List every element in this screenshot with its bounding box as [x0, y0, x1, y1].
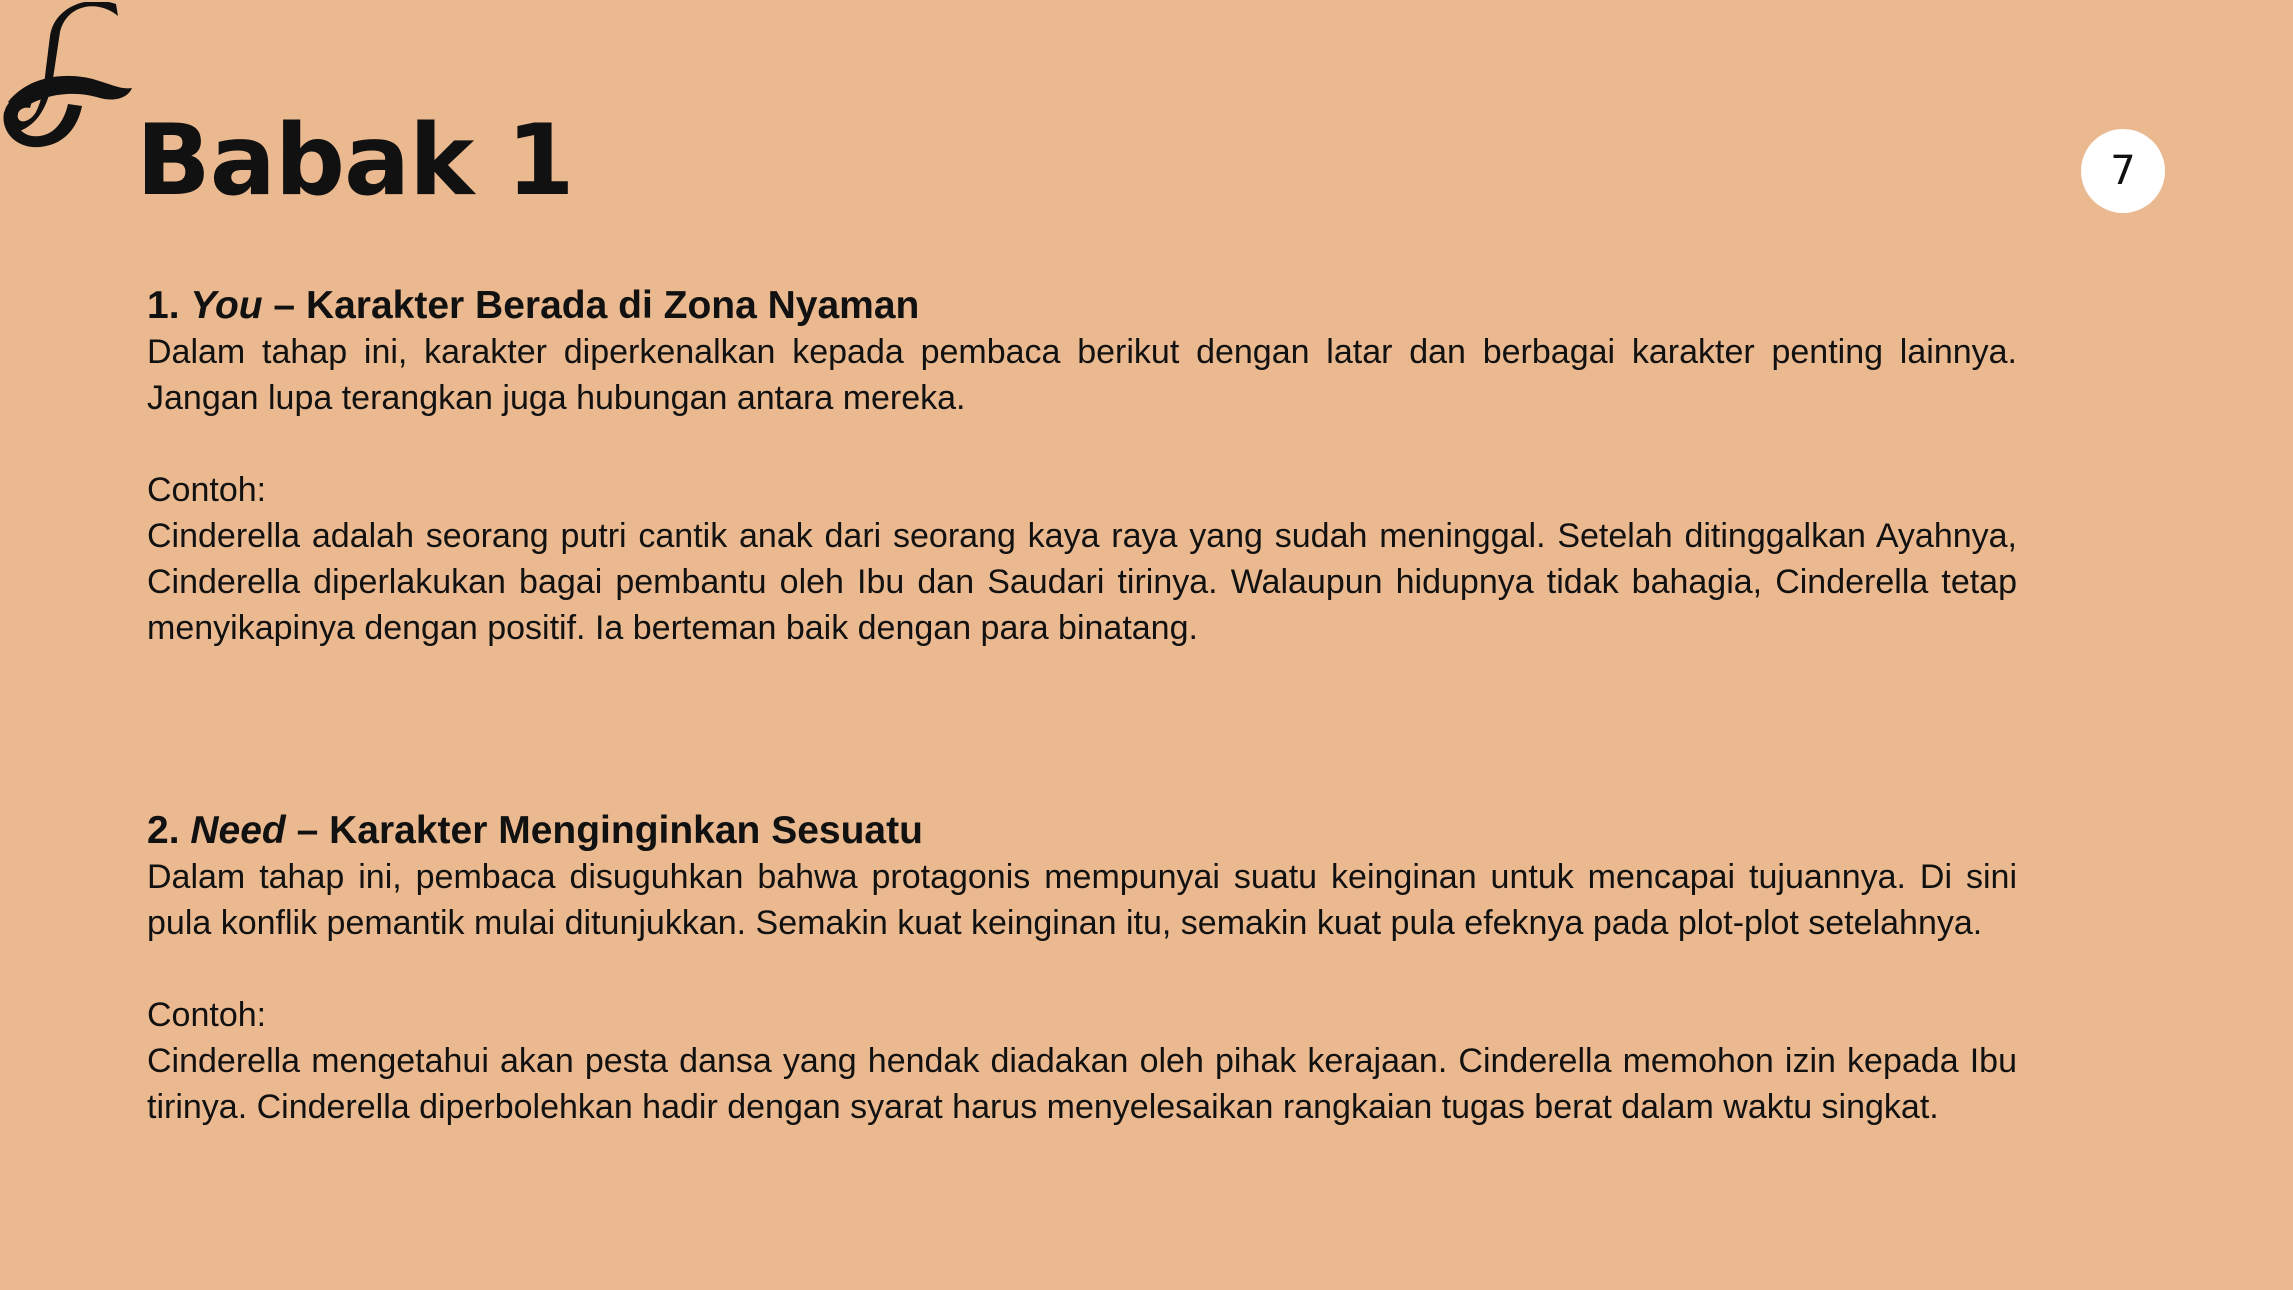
section-number: 1.: [147, 284, 180, 327]
section-heading: [147, 283, 2017, 329]
section-heading: [147, 808, 2017, 854]
section-you: [147, 283, 2017, 651]
section-heading-text: – Karakter Berada di Zona Nyaman: [262, 284, 920, 327]
spacer: [147, 421, 2017, 467]
section-keyword: You: [190, 284, 263, 327]
example-text: Cinderella mengetahui akan pesta dansa yang hendak diadakan oleh pihak kerajaan. Cinderella memohon izin kepada Ibu tirinya. Cinderella diperbolehkan hadir dengan syarat harus menyelesaikan rangkaian tugas berat dalam waktu singkat.: [147, 1042, 2017, 1126]
section-description: Dalam tahap ini, karakter diperkenalkan kepada pembaca berikut dengan latar dan berbagai karakter penting lainnya. Jangan lupa terangkan juga hubungan antara mereka.: [147, 333, 2017, 417]
page-number: 7: [2110, 148, 2136, 194]
example-label: Contoh:: [147, 471, 267, 509]
section-number: 2.: [147, 809, 180, 852]
slide-title: Babak 1: [136, 104, 574, 218]
section-description: Dalam tahap ini, pembaca disuguhkan bahwa protagonis mempunyai suatu keinginan untuk mencapai tujuannya. Di sini pula konflik pemantik mulai ditunjukkan. Semakin kuat keinginan itu, semakin kuat pula efeknya pada plot-plot setelahnya.: [147, 858, 2017, 942]
section-need: [147, 808, 2017, 1130]
section-heading-text: – Karakter Menginginkan Sesuatu: [285, 809, 923, 852]
section-keyword: Need: [190, 809, 286, 852]
page-number-badge: [2081, 129, 2165, 213]
example-label: Contoh:: [147, 996, 267, 1034]
brand-logo-icon: [0, 2, 140, 152]
example-text: Cinderella adalah seorang putri cantik anak dari seorang kaya raya yang sudah meninggal. Setelah ditinggalkan Ayahnya, Cinderella diperlakukan bagai pembantu oleh Ibu dan Saudari tirinya. Walaupun hidupnya tidak bahagia, Cinderella tetap menyikapinya dengan positif. Ia berteman baik dengan para binatang.: [147, 517, 2017, 647]
spacer: [147, 946, 2017, 992]
